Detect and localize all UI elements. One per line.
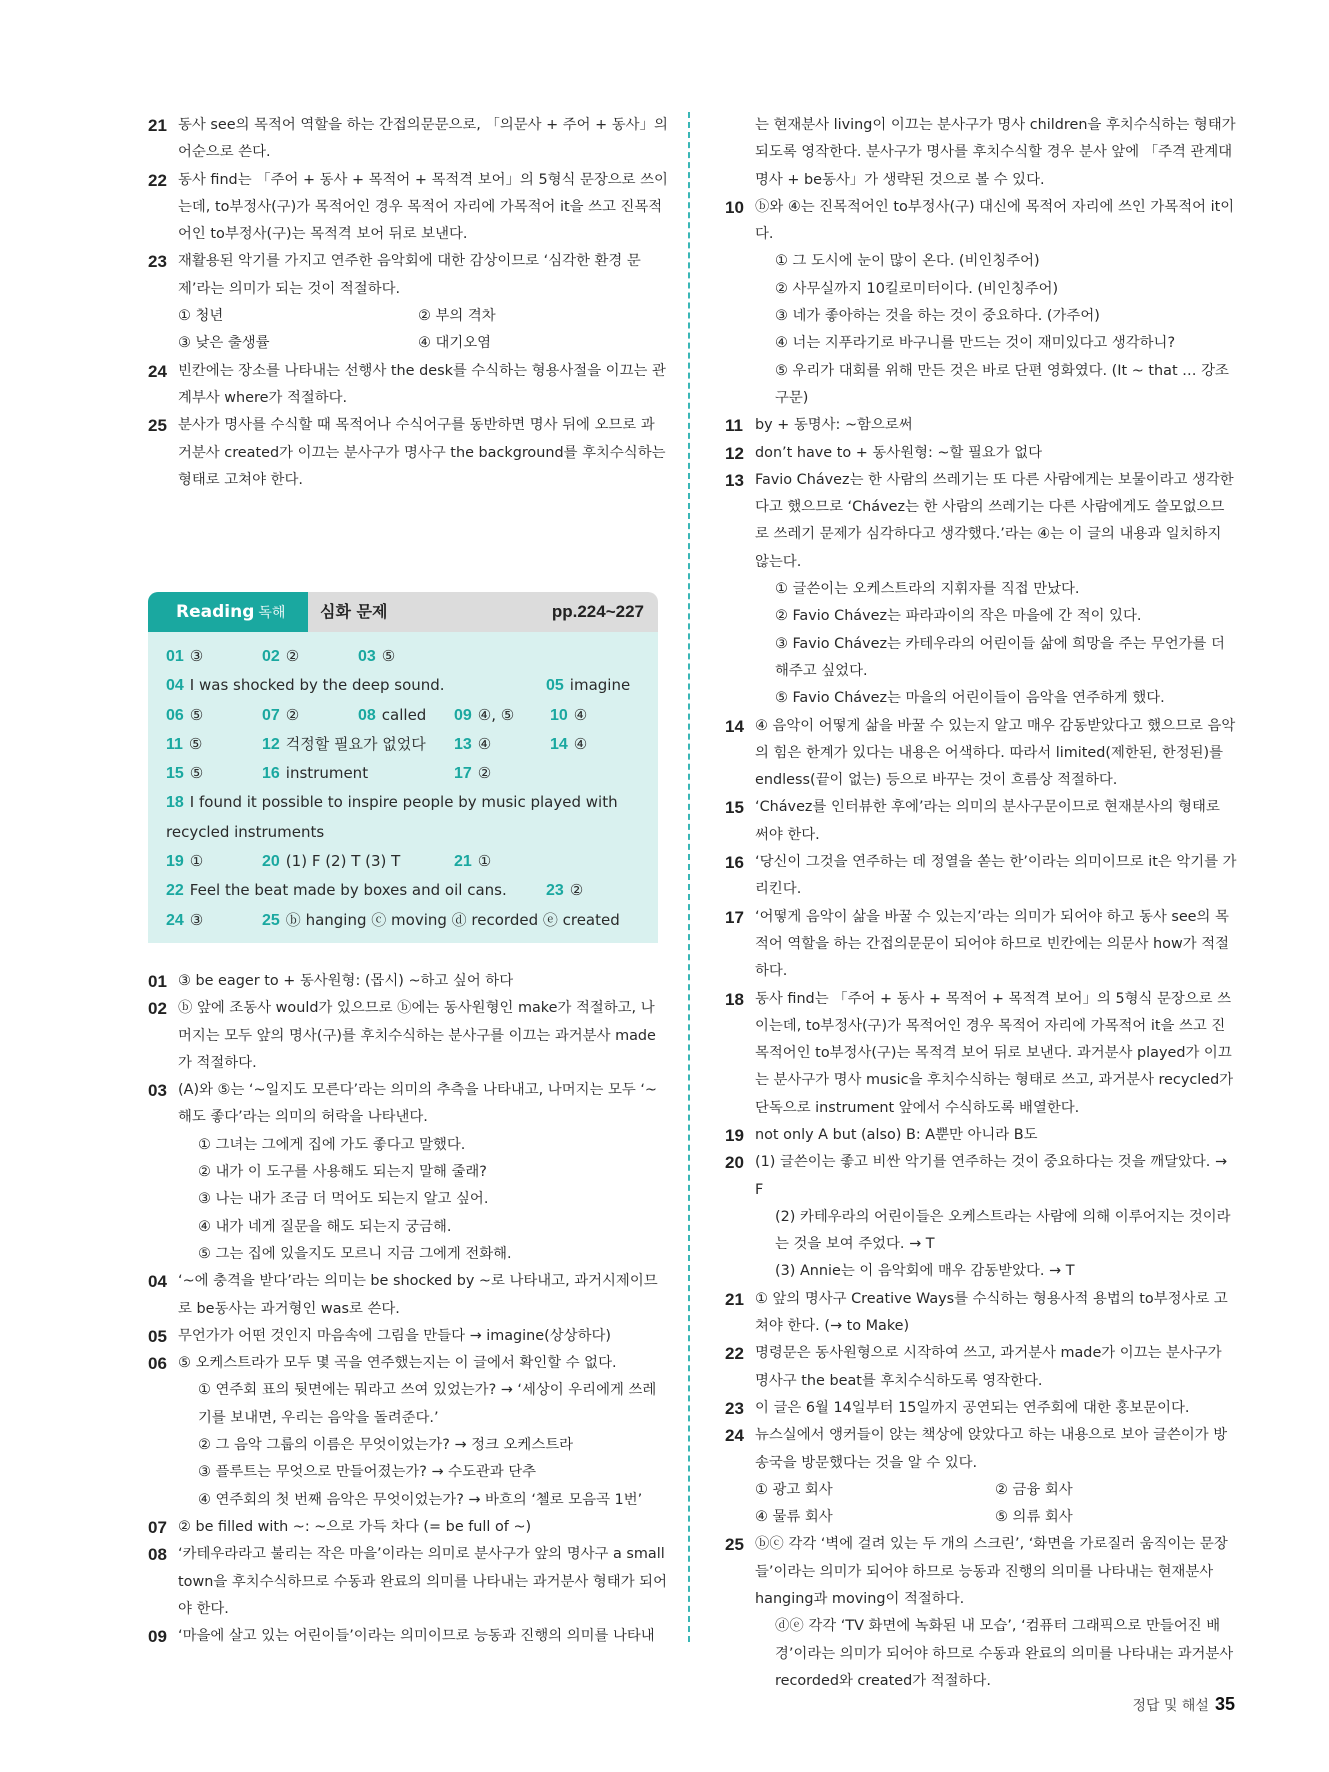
item-option: ② 부의 격차	[418, 308, 496, 325]
item-text: ⓑ와 ④는 진목적어인 to부정사(구) 대신에 목적어 자리에 쓰인 가목적어 it이다.	[755, 198, 1235, 243]
answer-number: 02	[262, 648, 280, 665]
answer-value: ①	[477, 852, 492, 871]
item-text: ⓑⓒ 각각 ‘벽에 걸려 있는 두 개의 스크린’, ‘화면을 가로질러 움직이는 문장들’이라는 의미가 되어야 하므로 능동과 진행의 의미를 나타내는 현재분사 hanging과 moving이 적절하다.	[755, 1536, 1228, 1608]
answer-cell	[262, 642, 299, 671]
answer-value: ②	[477, 764, 492, 783]
item-option: ⑤ 의류 회사	[995, 1509, 1073, 1526]
explanation-item	[148, 248, 668, 357]
explanation-item	[148, 1323, 668, 1350]
item-option: ① 연주회 표의 뒷면에는 뭐라고 쓰여 있었는가? → ‘세상이 우리에게 쓰레기를 보내면, 우리는 음악을 돌려준다.’	[198, 1382, 657, 1426]
explanation-item	[148, 412, 668, 494]
explanation-item	[725, 986, 1237, 1122]
item-text: ‘~에 충격을 받다’라는 의미는 be shocked by ~로 나타내고, 과거시제이므로 be동사는 과거형인 was로 쓴다.	[178, 1273, 658, 1317]
item-text: 동사 see의 목적어 역할을 하는 간접의문문으로, 「의문사 + 주어 + 동사」의 어순으로 쓴다.	[178, 117, 668, 161]
answer-cell	[262, 759, 368, 788]
explanation-item	[148, 968, 668, 995]
page-footer	[1132, 1694, 1235, 1715]
item-text: 동사 find는 「주어 + 동사 + 목적어 + 목적격 보어」의 5형식 문장으로 쓰이는데, to부정사(구)가 목적어인 경우 목적어 자리에 가목적어 it을 쓰고 진목적어인 to부정사(구)는 목적격 보어 뒤로 보낸다. 과거분사 played가 이끄는 분사구가 명사 music을 후치수식하는 형태로 쓰고, 과거분사 recycled가 단독으로 instrument 앞에서 수식하도록 배열한다.	[755, 990, 1234, 1116]
item-text: ⑤ 오케스트라가 모두 몇 곡을 연주했는지는 이 글에서 확인할 수 없다.	[178, 1355, 617, 1372]
explanation-item	[725, 1531, 1237, 1695]
answer-cell	[262, 847, 400, 876]
answer-cell	[546, 876, 583, 905]
item-number: 22	[148, 170, 167, 190]
item-option: ⓓⓔ 각각 ‘TV 화면에 녹화된 내 모습’, ‘컴퓨터 그래픽으로 만들어진 배경’이라는 의미가 되어야 하므로 수동과 완료의 의미를 나타내는 과거분사 recorded와 created가 적절하다.	[775, 1618, 1234, 1689]
item-number: 05	[148, 1326, 167, 1346]
explanation-item	[148, 112, 668, 167]
option-row	[178, 330, 668, 357]
answer-number: 17	[454, 765, 472, 783]
answer-cell	[546, 671, 630, 700]
item-option: ① 그 도시에 눈이 많이 온다. (비인칭주어)	[775, 253, 1040, 270]
explanation-item	[725, 412, 1237, 439]
answer-cell	[454, 701, 514, 730]
item-number: 21	[148, 116, 167, 135]
item-number: 08	[148, 1545, 167, 1565]
answer-value: ⑤	[189, 764, 204, 783]
answer-number: 15	[166, 765, 184, 783]
answer-number: 05	[546, 677, 564, 695]
right-column	[725, 112, 1237, 1695]
answer-number: 06	[166, 706, 184, 724]
item-text: by + 동명사: ~함으로써	[755, 417, 913, 434]
answer-number: 09	[454, 706, 472, 724]
item-number: 23	[148, 252, 167, 272]
item-number: 13	[725, 470, 744, 490]
item-number: 02	[148, 999, 167, 1019]
tag-sub: 독해	[258, 605, 286, 621]
answer-value: Feel the beat made by boxes and oil cans.	[189, 881, 507, 900]
answer-cell	[166, 876, 507, 905]
answer-number: 14	[550, 735, 568, 753]
item-text: ⓑ 앞에 조동사 would가 있으므로 ⓑ에는 동사원형인 make가 적절하고, 나머지는 모두 앞의 명사(구)를 후치수식하는 분사구를 이끄는 과거분사 made가 적절하다.	[178, 1000, 656, 1071]
item-text: ‘어떻게 음악이 삶을 바꿀 수 있는지’라는 의미가 되어야 하고 동사 see의 목적어 역할을 하는 간접의문문이 되어야 하므로 빈칸에는 의문사 how가 적절하다.	[755, 908, 1230, 980]
item-text: 뉴스실에서 앵커들이 앉는 책상에 앉았다고 하는 내용으로 보아 글쓴이가 방송국을 방문했다는 것을 알 수 있다.	[755, 1427, 1228, 1471]
answer-value: ④, ⑤	[477, 705, 515, 724]
item-option: ② 그 음악 그룹의 이름은 무엇이었는가? → 정크 오케스트라	[198, 1437, 574, 1454]
answer-value: I found it possible to inspire people by music played with recycled instruments	[166, 793, 618, 841]
answer-number: 18	[166, 794, 184, 812]
item-option: ② 사무실까지 10킬로미터이다. (비인칭주어)	[775, 280, 1059, 297]
item-text: (1) 글쓴이는 좋고 비싼 악기를 연주하는 것이 중요하다는 것을 깨달았다. → F	[755, 1154, 1228, 1198]
item-text: (A)와 ⑤는 ‘~일지도 모른다’라는 의미의 추측을 나타내고, 나머지는 모두 ‘~해도 좋다’라는 의미의 허락을 나타낸다.	[178, 1082, 657, 1126]
answer-number: 07	[262, 706, 280, 724]
answer-value: ②	[285, 647, 300, 665]
explanation-item	[148, 1350, 668, 1514]
item-text: not only A but (also) B: A뿐만 아니라 B도	[755, 1126, 1038, 1143]
answer-cell	[550, 730, 587, 759]
explanation-item	[725, 1149, 1237, 1285]
item-number: 04	[148, 1272, 167, 1292]
explanation-item	[725, 904, 1237, 986]
item-number: 21	[725, 1289, 744, 1309]
item-option: ③ 나는 내가 조금 더 먹어도 되는지 알고 싶어.	[198, 1191, 489, 1208]
answer-value: ③	[189, 910, 204, 929]
item-number: 24	[148, 361, 167, 381]
explanation-item	[725, 1286, 1237, 1341]
answer-value: instrument	[285, 764, 369, 783]
item-text: 이 글은 6월 14일부터 15일까지 공연되는 연주회에 대한 홍보문이다.	[755, 1399, 1190, 1416]
answer-cell	[262, 701, 299, 730]
answer-cell	[358, 701, 426, 730]
explanation-item	[725, 794, 1237, 849]
item-number: 25	[148, 416, 167, 436]
item-number: 03	[148, 1081, 167, 1101]
answer-cell	[454, 847, 491, 876]
answer-value: ①	[189, 852, 204, 871]
item-option: ⑤ 우리가 대회를 위해 만든 것은 바로 단편 영화였다. (It ~ that … 강조 구문)	[775, 362, 1229, 406]
footer-label: 정답 및 해설	[1132, 1698, 1209, 1714]
explanation-item	[148, 1623, 668, 1650]
answer-cell	[166, 906, 203, 935]
answer-value: ⓑ hanging ⓒ moving ⓓ recorded ⓔ created	[285, 910, 620, 929]
answer-cell	[550, 701, 587, 730]
answer-value: (1) F (2) T (3) T	[285, 852, 401, 871]
item-number: 16	[725, 853, 744, 873]
item-option: ④ 연주회의 첫 번째 음악은 무엇이었는가? → 바흐의 ‘첼로 모음곡 1번’	[198, 1491, 643, 1508]
item-number: 20	[725, 1153, 744, 1173]
answer-number: 11	[166, 735, 183, 753]
answer-number: 08	[358, 706, 376, 724]
item-number: 12	[725, 443, 744, 463]
answer-cell	[454, 759, 491, 788]
answer-value: 걱정할 필요가 없었다	[285, 734, 426, 753]
page-number: 35	[1214, 1694, 1235, 1714]
item-text: 동사 find는 「주어 + 동사 + 목적어 + 목적격 보어」의 5형식 문장으로 쓰이는데, to부정사(구)가 목적어인 경우 목적어 자리에 가목적어 it을 쓰고 진목적어인 to부정사(구)는 목적격 보어 뒤로 보낸다.	[178, 171, 668, 243]
answer-number: 25	[262, 911, 280, 929]
answer-cell	[166, 671, 445, 700]
answer-number: 04	[166, 677, 184, 695]
answer-row	[166, 788, 640, 847]
option-row	[755, 1504, 1237, 1531]
answer-cell	[166, 642, 203, 671]
answer-number: 20	[262, 853, 280, 871]
item-number: 14	[725, 716, 744, 736]
item-text: ③ be eager to + 동사원형: (몹시) ~하고 싶어 하다	[178, 973, 514, 989]
answer-row	[166, 642, 640, 671]
explanation-item	[148, 1514, 668, 1541]
left-column-bottom	[148, 968, 668, 1650]
item-text: 빈칸에는 장소를 나타내는 선행사 the desk를 수식하는 형용사절을 이끄는 관계부사 where가 적절하다.	[178, 362, 666, 406]
explanation-item	[725, 1340, 1237, 1395]
explanation-item	[725, 112, 1237, 194]
answer-cell	[166, 730, 202, 759]
item-option: ⑤ Favio Chávez는 마을의 어린이들이 음악을 연주하게 했다.	[775, 690, 1165, 707]
answer-cell	[166, 701, 203, 730]
item-number: 19	[725, 1125, 744, 1145]
item-text: Favio Chávez는 한 사람의 쓰레기는 또 다른 사람에게는 보물이라고 생각한다고 했으므로 ‘Chávez는 한 사람의 쓰레기는 다른 사람에게도 쓸모없으므로 쓰레기 문제가 심각하다고 생각했다.’라는 ④는 이 글의 내용과 일치하지 않는다.	[755, 471, 1234, 570]
item-text: ‘카테우라라고 불리는 작은 마을’이라는 의미로 분사구가 앞의 명사구 a small town을 후치수식하므로 수동과 완료의 의미를 나타내는 과거분사 형태가 되어야 한다.	[178, 1546, 667, 1617]
answer-value: ④	[477, 734, 492, 753]
answer-number: 16	[262, 765, 280, 783]
answer-number: 22	[166, 882, 184, 900]
item-option: ③ Favio Chávez는 카테우라의 어린이들 삶에 희망을 주는 무언가를 더해주고 싶었다.	[775, 635, 1225, 679]
answer-value: ④	[573, 734, 588, 753]
answer-cell	[166, 793, 618, 840]
answer-number: 12	[262, 735, 280, 753]
item-option: ① 그녀는 그에게 집에 가도 좋다고 말했다.	[198, 1136, 466, 1153]
item-number: 23	[725, 1398, 744, 1418]
item-number: 24	[725, 1426, 744, 1446]
item-option: ① 청년	[178, 308, 224, 325]
option-row	[755, 1477, 1237, 1504]
explanation-item	[148, 167, 668, 249]
item-number: 01	[148, 972, 167, 991]
answer-value: ②	[569, 881, 584, 900]
answer-value: imagine	[569, 676, 631, 695]
answer-box-title: 심화 문제	[320, 602, 388, 621]
answer-row	[166, 906, 640, 935]
answer-row	[166, 847, 640, 876]
explanation-item	[725, 194, 1237, 412]
explanation-item	[148, 358, 668, 413]
explanation-item	[148, 995, 668, 1077]
item-text: 무언가가 어떤 것인지 마음속에 그림을 만들다 → imagine(상상하다)	[178, 1327, 611, 1344]
explanation-item	[725, 1422, 1237, 1531]
item-option: (2) 카테우라의 어린이들은 오케스트라는 사람에 의해 이루어지는 것이라는 것을 보여 주었다. → T	[775, 1208, 1231, 1253]
answer-value: ⑤	[189, 705, 204, 724]
answer-number: 19	[166, 853, 184, 871]
item-text: ‘마을에 살고 있는 어린이들’이라는 의미이므로 능동과 진행의 의미를 나타내	[178, 1628, 655, 1645]
answer-number: 13	[454, 735, 472, 753]
answer-number: 24	[166, 911, 184, 929]
item-option: ① 광고 회사	[755, 1481, 833, 1498]
item-text: don’t have to + 동사원형: ~할 필요가 없다	[755, 444, 1043, 461]
answer-value: ④	[573, 705, 588, 724]
explanation-item	[725, 1122, 1237, 1149]
answer-row	[166, 701, 640, 730]
explanation-item	[725, 713, 1237, 795]
item-number: 09	[148, 1627, 167, 1647]
answer-list	[148, 632, 658, 943]
answer-number: 03	[358, 648, 376, 665]
item-text: ④ 음악이 어떻게 삶을 바꿀 수 있는지 알고 매우 감동받았다고 했으므로 음악의 힘은 한계가 있다는 내용은 어색하다. 따라서 limited(제한된, 한정된)를 endless(끝이 없는) 등으로 바꾸는 것이 흐름상 적절하다.	[755, 717, 1236, 789]
item-text: ① 앞의 명사구 Creative Ways를 수식하는 형용사적 용법의 to부정사로 고쳐야 한다. (→ to Make)	[755, 1290, 1228, 1335]
left-column-top	[148, 112, 668, 494]
item-text: ‘당신이 그것을 연주하는 데 정열을 쏟는 한’이라는 의미이므로 it은 악기를 가리킨다.	[755, 854, 1237, 898]
answer-value: ②	[285, 705, 300, 724]
item-number: 22	[725, 1344, 744, 1364]
explanation-item	[725, 849, 1237, 904]
answer-cell	[262, 730, 426, 759]
item-number: 25	[725, 1535, 744, 1555]
explanation-item	[148, 1541, 668, 1623]
explanation-item	[148, 1077, 668, 1268]
item-number: 06	[148, 1354, 167, 1374]
item-option: ④ 대기오염	[418, 335, 492, 352]
answer-row	[166, 671, 640, 700]
tag-label: Reading	[176, 602, 255, 622]
item-option: ⑤ 그는 집에 있을지도 모르니 지금 그에게 전화해.	[198, 1245, 512, 1262]
item-option: ③ 플루트는 무엇으로 만들어졌는가? → 수도관과 단추	[198, 1464, 537, 1481]
item-option: ② 금융 회사	[995, 1481, 1073, 1498]
item-option: ② 내가 이 도구를 사용해도 되는지 말해 줄래?	[198, 1164, 487, 1181]
answer-cell	[454, 730, 491, 759]
item-text: ② be filled with ~: ~으로 가득 차다 (= be full of ~)	[178, 1518, 532, 1535]
item-number: 18	[725, 989, 744, 1009]
answer-value: ⑤	[381, 647, 396, 665]
answer-row	[166, 730, 640, 759]
option-row	[178, 303, 668, 330]
column-divider	[688, 112, 690, 1642]
item-number: 17	[725, 907, 744, 927]
item-text: 명령문은 동사원형으로 시작하여 쓰고, 과거분사 made가 이끄는 분사구가 명사구 the beat를 후치수식하도록 영작한다.	[755, 1345, 1222, 1389]
answer-row	[166, 876, 640, 905]
explanation-item	[148, 1268, 668, 1323]
item-text: 분사가 명사를 수식할 때 목적어나 수식어구를 동반하면 명사 뒤에 오므로 과거분사 created가 이끄는 분사구가 명사구 the background를 후치수식하는 형태로 고쳐야 한다.	[178, 417, 666, 488]
item-option: ② Favio Chávez는 파라과이의 작은 마을에 간 적이 있다.	[775, 608, 1142, 625]
answer-cell	[166, 759, 203, 788]
explanation-item	[725, 440, 1237, 467]
answer-value: ③	[189, 647, 204, 665]
answer-row	[166, 759, 640, 788]
answer-number: 10	[550, 706, 568, 724]
reading-tag	[148, 592, 308, 632]
item-option: (3) Annie는 이 음악회에 매우 감동받았다. → T	[775, 1263, 1075, 1280]
answer-cell	[358, 642, 395, 671]
item-text: ‘Chávez를 인터뷰한 후에’라는 의미의 분사구문이므로 현재분사의 형태로 써야 한다.	[755, 799, 1220, 843]
explanation-item	[725, 1395, 1237, 1422]
answer-cell	[166, 847, 203, 876]
answer-number: 23	[546, 882, 564, 900]
answer-value: I was shocked by the deep sound.	[189, 676, 445, 695]
page-range: pp.224~227	[551, 602, 644, 621]
answer-number: 01	[166, 648, 184, 665]
item-option: ① 글쓴이는 오케스트라의 지휘자를 직접 만났다.	[775, 581, 1080, 598]
item-number: 10	[725, 197, 744, 217]
item-option: ④ 내가 네게 질문을 해도 되는지 궁금해.	[198, 1218, 452, 1235]
item-option: ④ 너는 지푸라기로 바구니를 만드는 것이 재미있다고 생각하니?	[775, 335, 1176, 352]
answer-box	[148, 592, 658, 943]
answer-cell	[262, 906, 620, 935]
item-text: 는 현재분사 living이 이끄는 분사구가 명사 children을 후치수식하는 형태가 되도록 영작한다. 분사구가 명사를 후치수식할 경우 분사 앞에 「주격 관계대명사 + be동사」가 생략된 것으로 볼 수 있다.	[755, 117, 1236, 188]
answer-number: 21	[454, 853, 472, 871]
item-option: ④ 물류 회사	[755, 1509, 833, 1526]
item-number: 15	[725, 798, 744, 818]
item-text: 재활용된 악기를 가지고 연주한 음악회에 대한 감상이므로 ‘심각한 환경 문제’라는 의미가 되는 것이 적절하다.	[178, 253, 641, 297]
item-number: 07	[148, 1517, 167, 1537]
item-option: ③ 낮은 출생률	[178, 335, 270, 352]
explanation-item	[725, 467, 1237, 713]
answer-value: ⑤	[188, 734, 203, 753]
item-number: 11	[725, 416, 743, 436]
answer-box-header	[148, 592, 658, 632]
item-option: ③ 네가 좋아하는 것을 하는 것이 중요하다. (가주어)	[775, 308, 1100, 325]
answer-value: called	[381, 705, 427, 724]
